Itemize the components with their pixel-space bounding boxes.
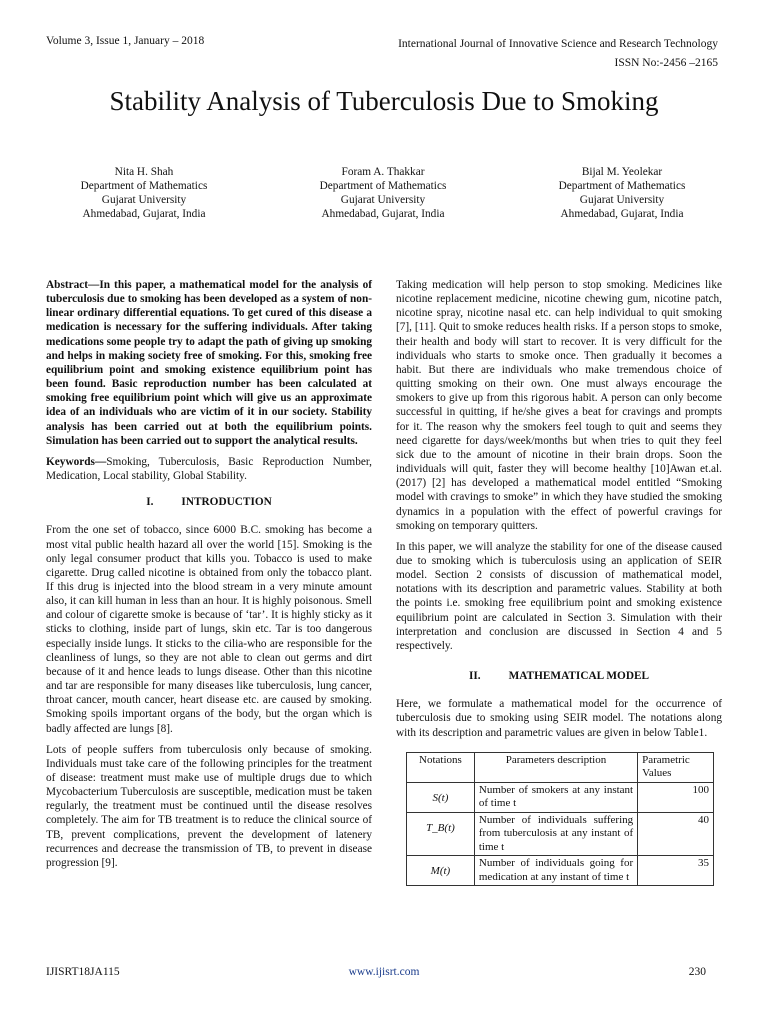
abstract: Abstract—In this paper, a mathematical model for the analysis of tuberculosis due to smoking has been developed as a system of non-linear ordinary differential equations. To get cured of this disease a medication is necessary for the suffering individuals. After taking medications some people try to adapt the path of giving up smoking and helps in making society free of smoking. For this, smoking free equilibrium point and smoking existence equilibrium point has been found. Basic reproduction number has been calculated at smoking free equilibrium point which will give us an approximate idea of an individuals who are victim of it in our society. Stability analysis has been carried out at both the equilibrium points. Simulation has been carried out to support the analytical results. xyxy=(46,279,372,447)
value-cell: 35 xyxy=(638,856,714,886)
table-header: Parameters description xyxy=(474,752,637,782)
issn: ISSN No:-2456 –2165 xyxy=(614,57,718,69)
footer-paper-id: IJISRT18JA115 xyxy=(46,966,120,978)
section-number: I. xyxy=(146,496,154,509)
author-univ: Gujarat University xyxy=(101,194,187,206)
author-1 xyxy=(34,165,254,221)
table-row xyxy=(407,782,714,812)
right-column xyxy=(396,278,722,886)
intro-paragraph-2: Lots of people suffers from tuberculosis only because of smoking. Individuals must take care of the following principles for the treatment of disease: treatment must make use of multiple drugs due to which Mycobacterium Tuberculosis are susceptible, medication must be taken regularly, the treatment must be continued until the disease resolves completely. The aim for TB treatment is to reduce the clinical source of TB, prevent complications, prevent the development of latenery recurrences and decrease the transmission of TB, to prevent in disease progression [9]. xyxy=(46,743,372,869)
right-paragraph-1: Taking medication will help person to stop smoking. Medicines like nicotine replacement medicine, nicotine chewing gum, nicotine patch, nicotine spray, nicotine nasal etc. can help individual to quit smoking [7], [11]. Quit to smoke reduces health risks. If a person stops to smoke, their health and body will start to recover. It is very difficult for the individuals who starts to smoke once. Then gradually it becomes a habit. But there are individuals who make tremendous choice of quitting smoking on their own. One must always encourage the smokers to give up from this rigorous habit. A person can only become successful in quitting, if he/she gives a beat for cravings and prompts for it. The reason why the smokers feel tough to quit and seems they need cigarette for days/week/months but when tries to quit they feel sick due to the amount of nicotine in their brain drops. Soon the individuals will quit, faster they will become healthy [10]Awan et.al.(2017) [2] has developed a mathematical model entitled “Smoking model with cravings to smoke” in which they have studied the smoking dynamics in a population with the effect of powerful cravings for smoking on temporary quitters. xyxy=(396,279,722,532)
author-name: Foram A. Thakkar xyxy=(341,166,425,178)
notation-cell xyxy=(407,782,475,812)
left-column xyxy=(46,278,372,877)
author-city: Ahmedabad, Gujarat, India xyxy=(321,208,445,220)
description-cell: Number of individuals going for medication at any instant of time t xyxy=(474,856,637,886)
notation-cell xyxy=(407,812,475,856)
keywords xyxy=(46,455,372,483)
table-row xyxy=(407,856,714,886)
section-heading-model xyxy=(396,669,722,683)
author-dept: Department of Mathematics xyxy=(558,180,686,192)
description-cell: Number of smokers at any instant of time t xyxy=(474,782,637,812)
table-row xyxy=(407,812,714,856)
notation-cell xyxy=(407,856,475,886)
section-title: MATHEMATICAL MODEL xyxy=(508,670,650,683)
value-cell: 100 xyxy=(638,782,714,812)
author-city: Ahmedabad, Gujarat, India xyxy=(82,208,206,220)
description-cell: Number of individuals suffering from tuberculosis at any instant of time t xyxy=(474,812,637,856)
footer-website-link[interactable]: www.ijisrt.com xyxy=(348,966,420,978)
author-dept: Department of Mathematics xyxy=(319,180,447,192)
right-paragraph-2: In this paper, we will analyze the stability for one of the disease caused due to smoking which is tuberculosis using an application of SEIR model. Section 2 consists of discussion of mathematical model, notations with its description and parametric values. Stability at both the points i.e. smoking free equilibrium point and smoking existence equilibrium point are calculated in Section 3. Simulation with their interpretation and conclusion are discussed in Section 4 and 5 respectively. xyxy=(396,540,722,652)
keywords-label: Keywords— xyxy=(46,455,107,468)
author-name: Nita H. Shah xyxy=(114,166,174,178)
author-univ: Gujarat University xyxy=(579,194,665,206)
intro-paragraph-1: From the one set of tobacco, since 6000 B.C. smoking has become a most vital public health hazard all over the world [15]. Smoking is the only legal consumer product that kills you. Tobacco is used to make cigarette. Drug called nicotine is obtained from only the tobacco plant. If this drug is injected into the blood stream in a very minute amount also, it can kill human in less than an hour. It is highly poisonous. Smell and colour of cigarette smoke is because of ‘tar’. It is highly sticky as it sticks to clothing, inside part of lungs, skin etc. Tar is too dangerous especially inside lungs. It sticks to the cilia-who are responsible for the cleanliness of lungs, so they are not able to clean out germs and dirt because of it and hence leads to lungs disease. Other than this nicotine and tar are responsible for many diseases like tuberculosis, lung cancer, throat cancer, mouth cancer, heart disease etc. are caused by smoking. Smoking spoils important organs of the body, but the organ which is badly affected are lungs [8]. xyxy=(46,524,372,735)
author-dept: Department of Mathematics xyxy=(80,180,208,192)
author-2 xyxy=(273,165,493,221)
keywords-text: Smoking, Tuberculosis, Basic Reproduction Number, Medication, Local stability, Global Stability. xyxy=(46,455,372,483)
model-paragraph-1: Here, we formulate a mathematical model for the occurrence of tuberculosis due to smoking using SEIR model. The notations along with its description and parametric values are given in below Table1. xyxy=(396,698,722,739)
author-name: Bijal M. Yeolekar xyxy=(581,166,663,178)
section-title: INTRODUCTION xyxy=(181,496,272,509)
notation: S(t) xyxy=(432,791,449,804)
notation: T_B(t) xyxy=(426,821,455,834)
header-right xyxy=(398,35,718,73)
section-number: II. xyxy=(468,670,481,683)
section-heading-introduction xyxy=(46,495,372,509)
author-univ: Gujarat University xyxy=(340,194,426,206)
header-volume: Volume 3, Issue 1, January – 2018 xyxy=(46,35,205,47)
footer-page-number: 230 xyxy=(688,966,706,978)
table-header: Parametric Values xyxy=(638,752,714,782)
table-header: Notations xyxy=(407,752,475,782)
author-city: Ahmedabad, Gujarat, India xyxy=(560,208,684,220)
value-cell: 40 xyxy=(638,812,714,856)
journal-name: International Journal of Innovative Science and Research Technology xyxy=(398,38,718,50)
paper-title: Stability Analysis of Tuberculosis Due to Smoking xyxy=(109,86,659,116)
author-3 xyxy=(512,165,732,221)
parameter-table xyxy=(406,752,714,887)
notation: M(t) xyxy=(430,865,451,878)
table-header-row xyxy=(407,752,714,782)
